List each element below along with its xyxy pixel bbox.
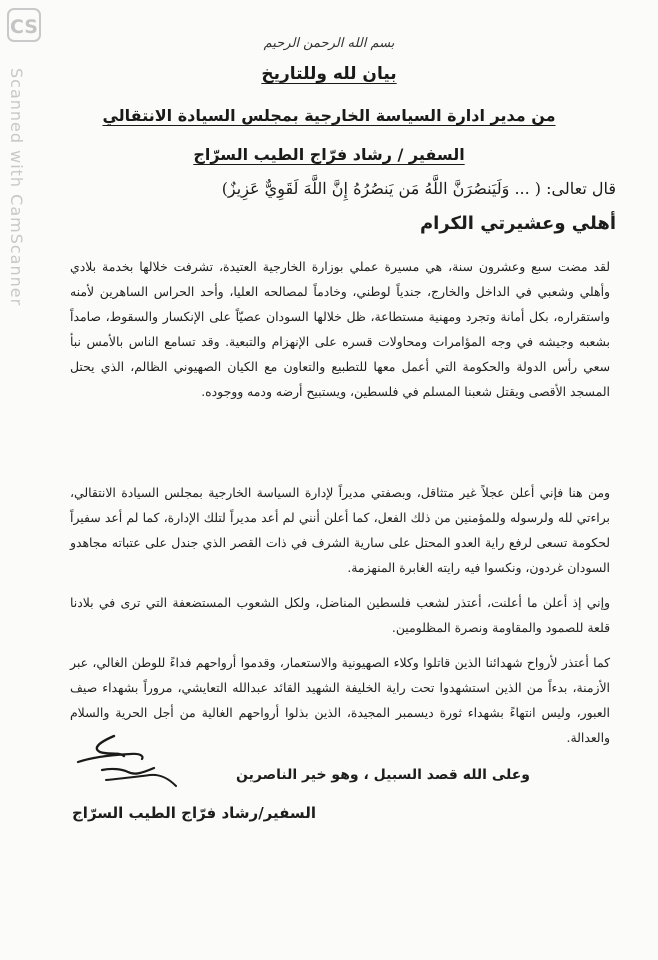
paragraph-1: لقد مضت سبع وعشرون سنة، هي مسيرة عملي بوزارة الخارجية العتيدة، تشرفت خلالها بخدمة بلادي وأهلي وشعبي في الداخل والخارج، جندياً لوطني، وخادماً لمصالحه العليا، وأحد الحراس الساهرين لأمنه واستقراره، بكل أمانة وتجرد ومهنية مستطاعة، ظل خلالها السودان عصيّاً على الإنكسار والسقوط، صامداً بشعبه وجيشه في وجه المؤامرات ومحاولات قسره على الإنهزام والتبعية. وقد تسامع الناس بالأمس نبأ سعي رأس الدولة والحكومة التي أعمل معها للتطبيع والتعاون مع الكيان الصهيوني الظالم، الذي يحتل المسجد الأقصى ويقتل شعبنا المسلم في فلسطين، ويستبيح أرضه ودمه ووجوده. xyxy=(70,259,610,399)
document-subtitle: من مدير ادارة السياسة الخارجية بمجلس السيادة الانتقالي xyxy=(102,106,556,125)
paragraph-2: ومن هنا فإني أعلن عجلاً غير متثاقل، وبصفتي مديراً لإدارة السياسة الخارجية بمجلس السيادة الانتقالي، براءتي لله ولرسوله وللمؤمنين من ذلك الفعل، كما أعلن أنني لم أعد مديراً لتلك الإدارة، كما لم أعد سفيراً لحكومة تسعى لرفع راية العدو المحتل على سارية الشرف في ذات القصر الذي جندل على عتباته مجاهدو السودان غردون، ونكسوا فيه رايته الغابرة المنهزمة. xyxy=(70,485,610,575)
paragraph-3: وإني إذ أعلن ما أعلنت، أعتذر لشعب فلسطين المناضل، ولكل الشعوب المستضعفة التي ترى في بلادنا قلعة للصمود والمقاومة ونصرة المظلومين. xyxy=(70,595,610,635)
greeting: أهلي وعشيرتي الكرام xyxy=(419,213,616,234)
paragraph-4: كما أعتذر لأرواح شهدائنا الذين قاتلوا وكلاء الصهيونية والاستعمار، وقدموا أرواحهم فداءً للوطن الغالي، عبر الأزمنة، بدءاً من الذين استشهدوا تحت راية الخليفة الشهيد القائد عبدالله التعايشي، مروراً بشهداء صيف العبور، وليس انتهاءً بشهداء ثورة ديسمبر المجيدة، الذين بذلوا أرواحهم الغالية من أجل الحرية والسلام والعدالة. xyxy=(70,655,610,745)
handwritten-signature xyxy=(70,728,180,790)
closing-line: وعلى الله قصد السبيل ، وهو خير الناصرين xyxy=(236,767,530,783)
document-title: بيان لله وللتاريخ xyxy=(261,64,397,84)
document-author: السفير / رشاد فرّاج الطيب السرّاج xyxy=(193,145,465,164)
scanner-watermark: Scanned with CamScanner xyxy=(7,68,26,307)
camscanner-logo: CS xyxy=(7,8,41,42)
quran-verse: قال تعالى: ( ... وَلَيَنصُرَنَّ اللَّهُ مَن يَنصُرُهُ إِنَّ اللَّهَ لَقَوِيٌّ عَزِيزٌ) xyxy=(221,179,616,198)
basmala: بسم الله الرحمن الرحيم xyxy=(263,36,395,51)
signature-name: السفير/رشاد فرّاج الطيب السرّاج xyxy=(72,804,316,822)
